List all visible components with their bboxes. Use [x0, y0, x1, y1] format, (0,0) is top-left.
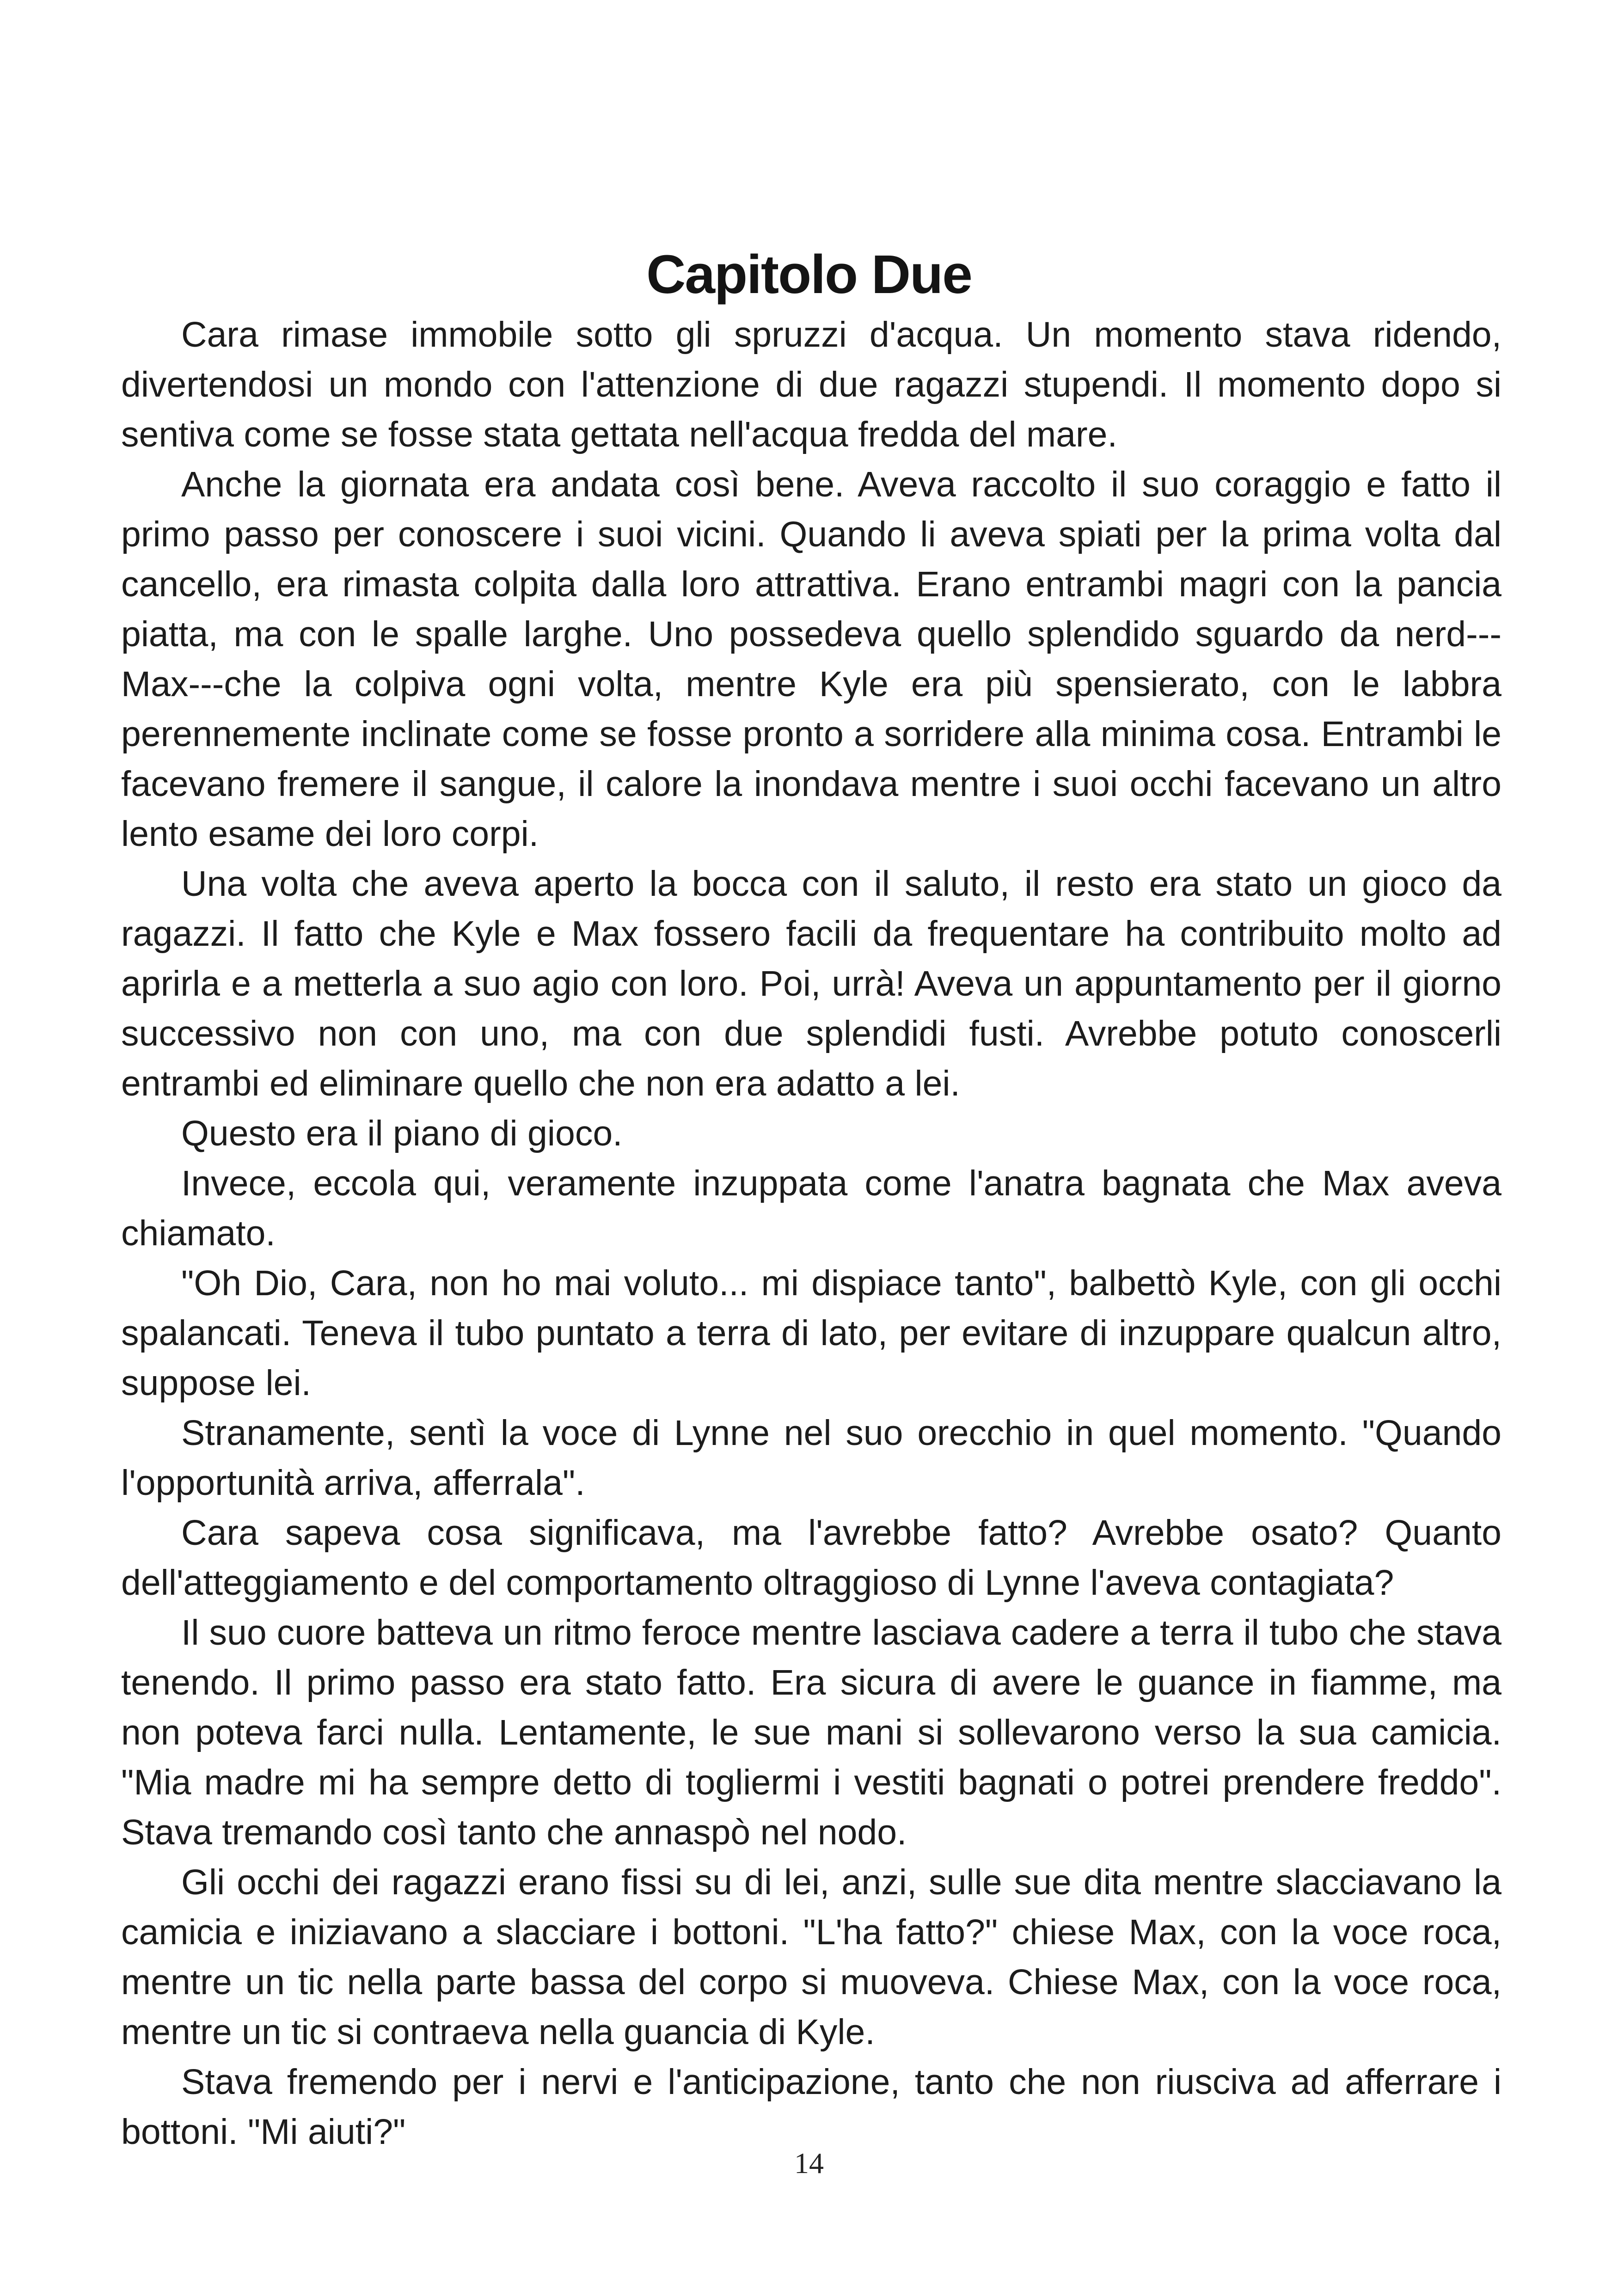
- paragraph: Il suo cuore batteva un ritmo feroce mentre lasciava cadere a terra il tubo che stava tenendo. Il primo passo era stato fatto. Era sicura di avere le guance in fiamme, ma non poteva farci nulla. Lentamente, le sue mani si sollevarono verso la sua camicia. "Mia madre mi ha sempre detto di togliermi i vestiti bagnati o potrei prendere freddo". Stava tremando così tanto che annaspò nel nodo.: [121, 1613, 1502, 1852]
- chapter-body: [121, 310, 1502, 2157]
- paragraph: Invece, eccola qui, veramente inzuppata come l'anatra bagnata che Max aveva chiamato.: [121, 1163, 1502, 1253]
- paragraph: Una volta che aveva aperto la bocca con il saluto, il resto era stato un gioco da ragazzi. Il fatto che Kyle e Max fossero facili da frequentare ha contribuito molto ad aprirla e a metterla a suo agio con loro. Poi, urrà! Aveva un appuntamento per il giorno successivo non con uno, ma con due splendidi fusti. Avrebbe potuto conoscerli entrambi ed eliminare quello che non era adatto a lei.: [121, 864, 1502, 1103]
- chapter-title: Capitolo Due: [646, 244, 972, 306]
- paragraph: Stranamente, sentì la voce di Lynne nel suo orecchio in quel momento. "Quando l'opportunità arriva, afferrala".: [121, 1413, 1502, 1503]
- paragraph: Cara rimase immobile sotto gli spruzzi d'acqua. Un momento stava ridendo, divertendosi un mondo con l'attenzione di due ragazzi stupendi. Il momento dopo si sentiva come se fosse stata gettata nell'acqua fredda del mare.: [121, 315, 1502, 454]
- paragraph: Cara sapeva cosa significava, ma l'avrebbe fatto? Avrebbe osato? Quanto dell'atteggiamento e del comportamento oltraggioso di Lynne l'aveva contagiata?: [121, 1513, 1502, 1603]
- paragraph: Stava fremendo per i nervi e l'anticipazione, tanto che non riusciva ad afferrare i bottoni. "Mi aiuti?": [121, 2062, 1502, 2152]
- paragraph: Gli occhi dei ragazzi erano fissi su di lei, anzi, sulle sue dita mentre slacciavano la camicia e iniziavano a slacciare i bottoni. "L'ha fatto?" chiese Max, con la voce roca, mentre un tic nella parte bassa del corpo si muoveva. Chiese Max, con la voce roca, mentre un tic si contraeva nella guancia di Kyle.: [121, 1862, 1502, 2052]
- paragraph: "Oh Dio, Cara, non ho mai voluto... mi dispiace tanto", balbettò Kyle, con gli occhi spalancati. Teneva il tubo puntato a terra di lato, per evitare di inzuppare qualcun altro, suppose lei.: [121, 1263, 1502, 1403]
- page-number: 14: [794, 2147, 824, 2180]
- paragraph: Anche la giornata era andata così bene. Aveva raccolto il suo coraggio e fatto il primo passo per conoscere i suoi vicini. Quando li aveva spiati per la prima volta dal cancello, era rimasta colpita dalla loro attrattiva. Erano entrambi magri con la pancia piatta, ma con le spalle larghe. Uno possedeva quello splendido sguardo da nerd---Max---che la colpiva ogni volta, mentre Kyle era più spensierato, con le labbra perennemente inclinate come se fosse pronto a sorridere alla minima cosa. Entrambi le facevano fremere il sangue, il calore la inondava mentre i suoi occhi facevano un altro lento esame dei loro corpi.: [121, 465, 1502, 854]
- paragraph: Questo era il piano di gioco.: [181, 1114, 623, 1153]
